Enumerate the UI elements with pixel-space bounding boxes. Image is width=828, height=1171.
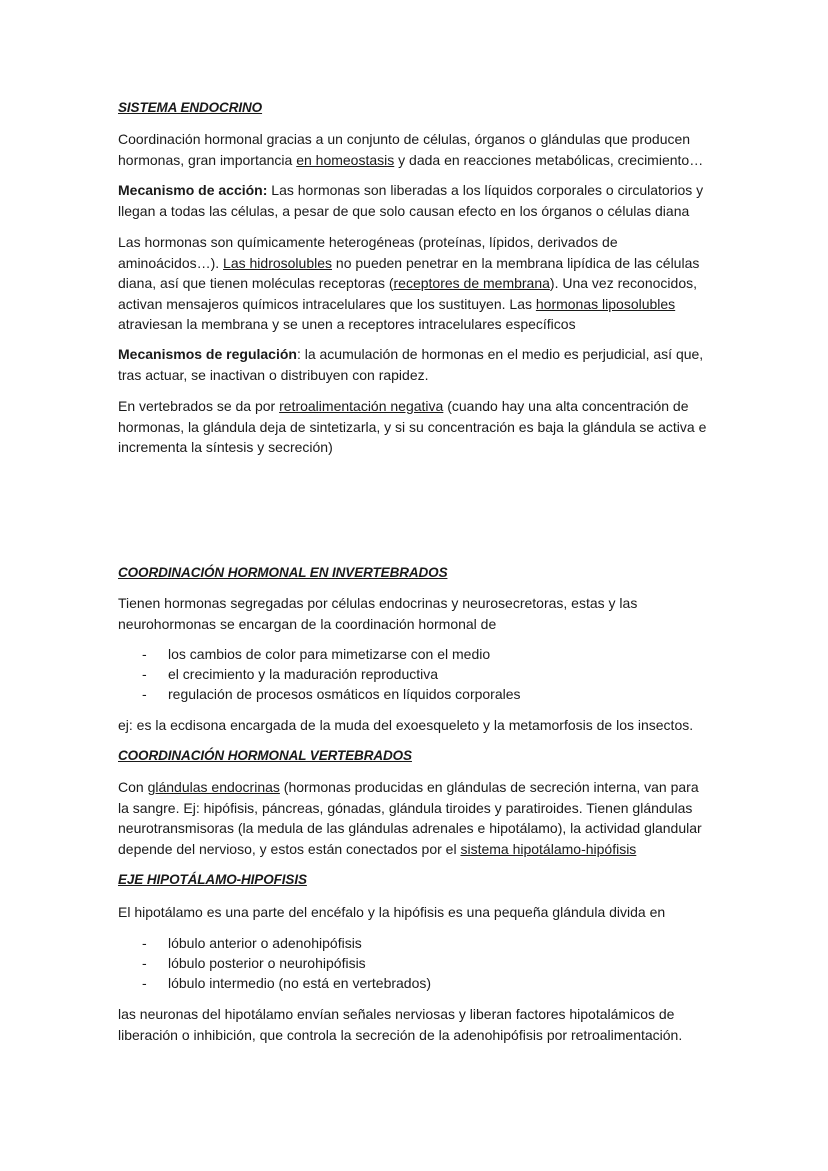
paragraph-eje-intro: El hipotálamo es una parte del encéfalo y la hipófisis es una pequeña glándula divida en bbox=[118, 904, 666, 920]
text: : la acumulación de hormonas en el medio es perjudicial, así que, tras actuar, se inactivan o distribuyen con rapidez. bbox=[118, 346, 704, 383]
underlined-term: Las hidrosolubles bbox=[223, 254, 333, 271]
list-item: - regulación de procesos osmáticos en líquidos corporales bbox=[118, 684, 708, 704]
list-item: - lóbulo anterior o adenohipófisis bbox=[118, 933, 708, 953]
underlined-term: en homeostasis bbox=[296, 151, 395, 168]
underlined-term: hormonas liposolubles bbox=[535, 295, 676, 312]
paragraph-glandulas-endocrinas bbox=[118, 777, 708, 859]
underlined-term: receptores de membrana bbox=[393, 275, 550, 291]
list-item: - lóbulo posterior o neurohipófisis bbox=[118, 953, 708, 973]
section-title-invertebrados: COORDINACIÓN HORMONAL EN INVERTEBRADOS bbox=[118, 565, 448, 580]
list-item: - los cambios de color para mimetizarse con el medio bbox=[118, 644, 708, 664]
paragraph-ecdisona: ej: es la ecdisona encargada de la muda del exoesqueleto y la metamorfosis de los insectos. bbox=[118, 717, 694, 733]
paragraph-vertebrados-retroalimentacion bbox=[118, 396, 708, 458]
text: (hormonas producidas en glándulas de secreción interna, van para la sangre. Ej: hipófisis, páncreas, gónadas, glándula tiroides y paratiroides. Tienen glándulas neurotransmisoras (la medula de las glándulas adrenales e hipotálamo), la actividad glandular depende del nervioso, y estos están conectados por el bbox=[118, 779, 702, 857]
underlined-term: sistema hipotálamo-hipófisis bbox=[460, 840, 637, 857]
paragraph-mecanismo-accion bbox=[118, 180, 708, 221]
text: Con bbox=[118, 779, 148, 795]
text: Las hormonas son liberadas a los líquidos corporales o circulatorios y llegan a todas las células, a pesar de que solo causan efecto en los órganos o células diana bbox=[118, 182, 704, 219]
paragraph-coordinacion bbox=[118, 129, 708, 170]
text: ). Una vez reconocidos, activan mensajeros químicos intracelulares que los sustituyen. Las bbox=[118, 275, 697, 312]
text: (cuando hay una alta concentración de hormonas, la glándula deja de sintetizarla, y si su concentración es baja la glándula se activa e incrementa la síntesis y secreción) bbox=[118, 398, 707, 455]
paragraph-hormonas-heterogeneas bbox=[118, 232, 708, 335]
list-item: - el crecimiento y la maduración reproductiva bbox=[118, 664, 708, 684]
list-invertebrados bbox=[118, 644, 708, 704]
underlined-term: glándulas endocrinas bbox=[147, 779, 280, 795]
text: atraviesan la membrana y se unen a receptores intracelulares específicos bbox=[118, 316, 576, 332]
bold-label: Mecanismos de regulación bbox=[118, 346, 297, 362]
text: no pueden penetrar en la membrana lipídica de las células diana, así que tienen moléculas receptoras ( bbox=[118, 254, 700, 291]
paragraph-invertebrados-intro: Tienen hormonas segregadas por células endocrinas y neurosecretoras, estas y las neurohormonas se encargan de la coordinación hormonal de bbox=[118, 595, 638, 632]
bold-label: Mecanismo de acción: bbox=[118, 182, 268, 198]
paragraph-neuronas-hipotalamo: las neuronas del hipotálamo envían señales nerviosas y liberan factores hipotalámicos de liberación o inhibición, que controla la secreción de la adenohipófisis por retroalimentación. bbox=[118, 1006, 683, 1043]
text: Las hormonas son químicamente heterogéneas (proteínas, lípidos, derivados de aminoácidos…). bbox=[118, 234, 618, 271]
text: En vertebrados se da por bbox=[118, 398, 280, 414]
section-title-eje-hipotalamo: EJE HIPOTÁLAMO-HIPOFISIS bbox=[118, 872, 307, 887]
paragraph-mecanismos-regulacion bbox=[118, 344, 708, 385]
section-title-vertebrados: COORDINACIÓN HORMONAL VERTEBRADOS bbox=[118, 748, 412, 763]
list-lobulos bbox=[118, 933, 708, 993]
underlined-term: retroalimentación negativa bbox=[279, 398, 444, 414]
list-item: - lóbulo intermedio (no está en vertebrados) bbox=[118, 973, 708, 993]
text: y dada en reacciones metabólicas, crecimiento… bbox=[394, 151, 704, 168]
text: Coordinación hormonal gracias a un conjunto de células, órganos o glándulas que producen hormonas, gran importancia bbox=[118, 131, 691, 168]
section-title-sistema-endocrino: SISTEMA ENDOCRINO bbox=[118, 100, 263, 115]
